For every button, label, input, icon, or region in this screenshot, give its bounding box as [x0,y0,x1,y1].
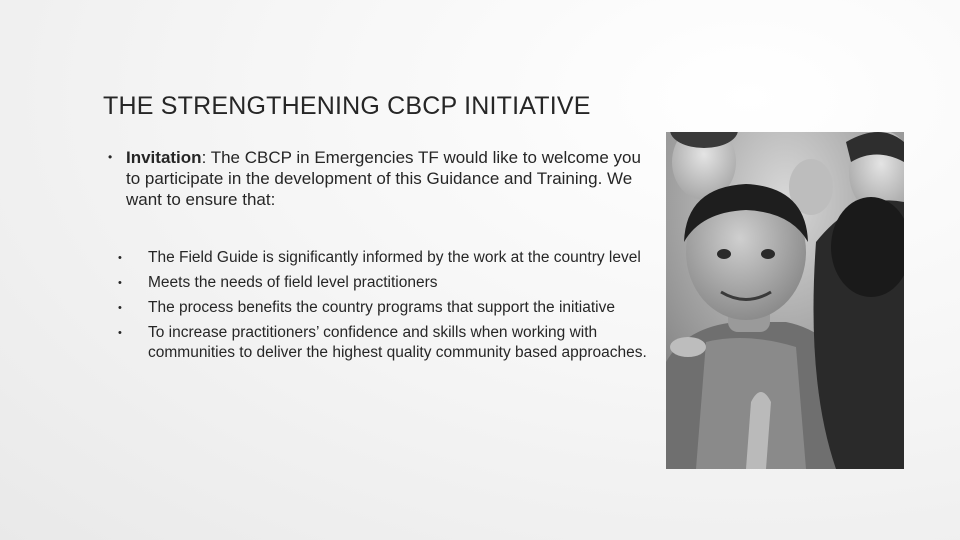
main-bullet-text: : The CBCP in Emergencies TF would like to welcome you to participate in the development of this Guidance and Training. We want to ensure that: [126,148,641,209]
children-photo [666,132,904,469]
sub-bullet-item [104,273,648,293]
main-bullet-label: Invitation [126,148,202,167]
sub-bullet-text: Meets the needs of field level practitioners [148,274,438,291]
main-bullet [104,147,644,210]
sub-bullet-text: The Field Guide is significantly informed by the work at the country level [148,249,641,266]
sub-bullet-list [104,248,647,363]
bullet-dot-icon: • [118,327,122,339]
sub-bullet-item [104,323,648,363]
bullet-dot-icon: • [108,150,113,164]
slide-title: THE STRENGTHENING CBCP INITIATIVE [103,92,591,120]
bullet-dot-icon: • [118,252,122,264]
slide-content [104,147,647,368]
sub-bullet-item [104,248,648,268]
sub-bullet-text: To increase practitioners’ confidence and skills when working with communities to deliver the highest quality community based approaches. [148,324,647,361]
bullet-dot-icon: • [118,277,122,289]
bullet-dot-icon: • [118,302,122,314]
sub-bullet-item [104,298,648,318]
sub-bullet-text: The process benefits the country programs that support the initiative [148,299,615,316]
